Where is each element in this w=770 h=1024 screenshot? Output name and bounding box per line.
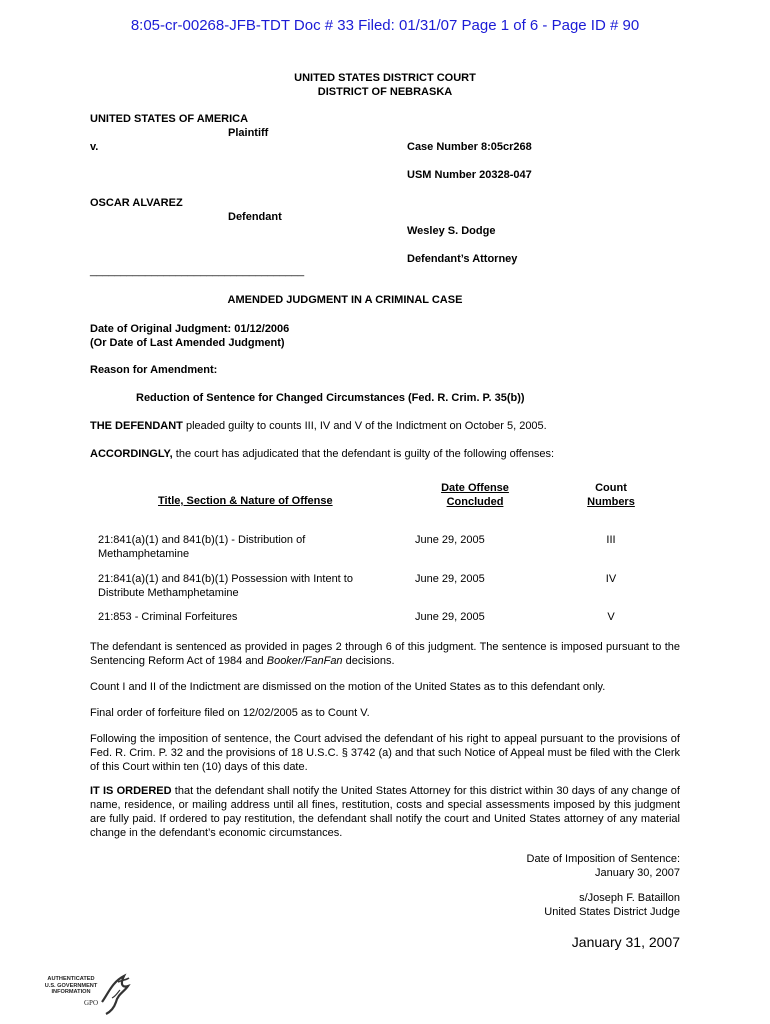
offense-line2: Distribute Methamphetamine — [98, 587, 239, 599]
count-cell: V — [607, 611, 615, 623]
original-judgment — [90, 322, 289, 350]
appeal-paragraph: Following the imposition of sentence, the Court advised the defendant of his right to appeal pursuant to the provisions of Fed. R. Crim. P. 32 and the provisions of 18 U.S.C. § 3742 (a) and that such Notice of Appeal must be filed with the Clerk of this Court within ten (10) days of this date. — [90, 733, 680, 773]
eagle-icon — [98, 972, 132, 1016]
date-col-header-line2: Concluded — [446, 496, 504, 508]
judge-title: United States District Judge — [544, 906, 680, 918]
signature-block — [380, 891, 680, 919]
defendant-role: Defendant — [228, 211, 282, 223]
logo-line1: AUTHENTICATED — [47, 976, 95, 982]
accordingly-paragraph — [90, 448, 554, 460]
date-col-header-line1: Date Offense — [441, 482, 509, 494]
plaintiff-role: Plaintiff — [228, 127, 269, 139]
attorney-role: Defendant’s Attorney — [407, 253, 518, 265]
reason-text: Reduction of Sentence for Changed Circumstances (Fed. R. Crim. P. 35(b)) — [136, 392, 525, 404]
forfeiture-paragraph: Final order of forfeiture filed on 12/02/2005 as to Count V. — [90, 707, 370, 719]
court-district: DISTRICT OF NEBRASKA — [317, 86, 453, 98]
count-cell: III — [606, 534, 616, 546]
offense-line2: Methamphetamine — [98, 548, 190, 560]
sentence-text-end: decisions. — [342, 655, 395, 667]
count-col-header — [575, 481, 647, 509]
date-cell: June 29, 2005 — [415, 573, 485, 585]
case-number: Case Number 8:05cr268 — [407, 141, 532, 153]
logo-line2: U.S. GOVERNMENT — [44, 982, 98, 989]
logo-line3: INFORMATION — [51, 989, 91, 995]
court-name — [0, 71, 770, 99]
count-col-header-line1: Count — [595, 482, 627, 494]
logo-gpo: GPO — [84, 999, 99, 1007]
sentence-paragraph — [90, 640, 680, 668]
plea-lead: THE DEFENDANT — [90, 420, 183, 432]
ordered-text: that the defendant shall notify the United States Attorney for this district within 30 days of any change of name, residence, or mailing address until all fines, restitution, costs and special assessments imposed by this judgment are fully paid. If ordered to pay restitution, the defendant shall notify the court and United States attorney of any material change in the defendant’s economic circumstances. — [90, 785, 680, 839]
filing-header: 8:05-cr-00268-JFB-TDT Doc # 33 Filed: 01/31/07 Page 1 of 6 - Page ID # 90 — [130, 17, 640, 34]
usm-number: USM Number 20328-047 — [407, 169, 532, 181]
dismissed-paragraph: Count I and II of the Indictment are dismissed on the motion of the United States as to this defendant only. — [90, 681, 606, 693]
document-title: AMENDED JUDGMENT IN A CRIMINAL CASE — [227, 294, 463, 306]
accordingly-lead: ACCORDINGLY, — [90, 448, 173, 460]
original-judgment-date: Date of Original Judgment: 01/12/2006 — [90, 323, 290, 335]
offense-cell — [98, 610, 388, 624]
imposition-date: January 30, 2007 — [594, 867, 680, 879]
count-cell: IV — [605, 573, 617, 585]
offense-line1: 21:841(a)(1) and 841(b)(1) - Distribution of — [98, 534, 306, 546]
date-cell: June 29, 2005 — [415, 534, 485, 546]
plea-paragraph — [90, 420, 547, 432]
date-col-header — [415, 481, 535, 509]
offense-cell — [98, 572, 388, 600]
imposition-label: Date of Imposition of Sentence: — [526, 853, 680, 865]
offense-line1: 21:841(a)(1) and 841(b)(1) Possession with Intent to — [98, 573, 353, 585]
logo-text — [40, 976, 102, 996]
judge-signature: s/Joseph F. Bataillon — [579, 892, 680, 904]
defendant-name: OSCAR ALVAREZ — [90, 197, 183, 209]
booker-fanfan: Booker/FanFan — [266, 655, 343, 667]
accordingly-text: the court has adjudicated that the defendant is guilty of the following offenses: — [172, 448, 555, 460]
date-cell: June 29, 2005 — [415, 611, 485, 623]
offense-cell — [98, 533, 388, 561]
gpo-authentication-logo — [40, 972, 140, 1018]
plea-text: pleaded guilty to counts III, IV and V of the Indictment on October 5, 2005. — [182, 420, 547, 432]
court-name-line1: UNITED STATES DISTRICT COURT — [294, 72, 476, 84]
ordered-lead: IT IS ORDERED — [90, 785, 172, 797]
ordered-paragraph — [90, 784, 680, 840]
last-amended-note: (Or Date of Last Amended Judgment) — [90, 337, 285, 349]
sentence-text: The defendant is sentenced as provided in pages 2 through 6 of this judgment. The sentence is imposed pursuant to the Sentencing Reform Act of 1984 and — [90, 641, 680, 667]
caption-separator: ___________________________________ — [90, 265, 305, 277]
attorney-name: Wesley S. Dodge — [407, 225, 496, 237]
plaintiff-name: UNITED STATES OF AMERICA — [90, 113, 249, 125]
count-col-header-line2: Numbers — [587, 496, 635, 508]
offense-col-header: Title, Section & Nature of Offense — [158, 495, 333, 507]
imposition-block — [380, 852, 680, 880]
offense-line1: 21:853 - Criminal Forfeitures — [98, 611, 238, 623]
reason-label: Reason for Amendment: — [90, 364, 218, 376]
versus: v. — [90, 141, 99, 153]
stamp-date: January 31, 2007 — [571, 934, 680, 950]
